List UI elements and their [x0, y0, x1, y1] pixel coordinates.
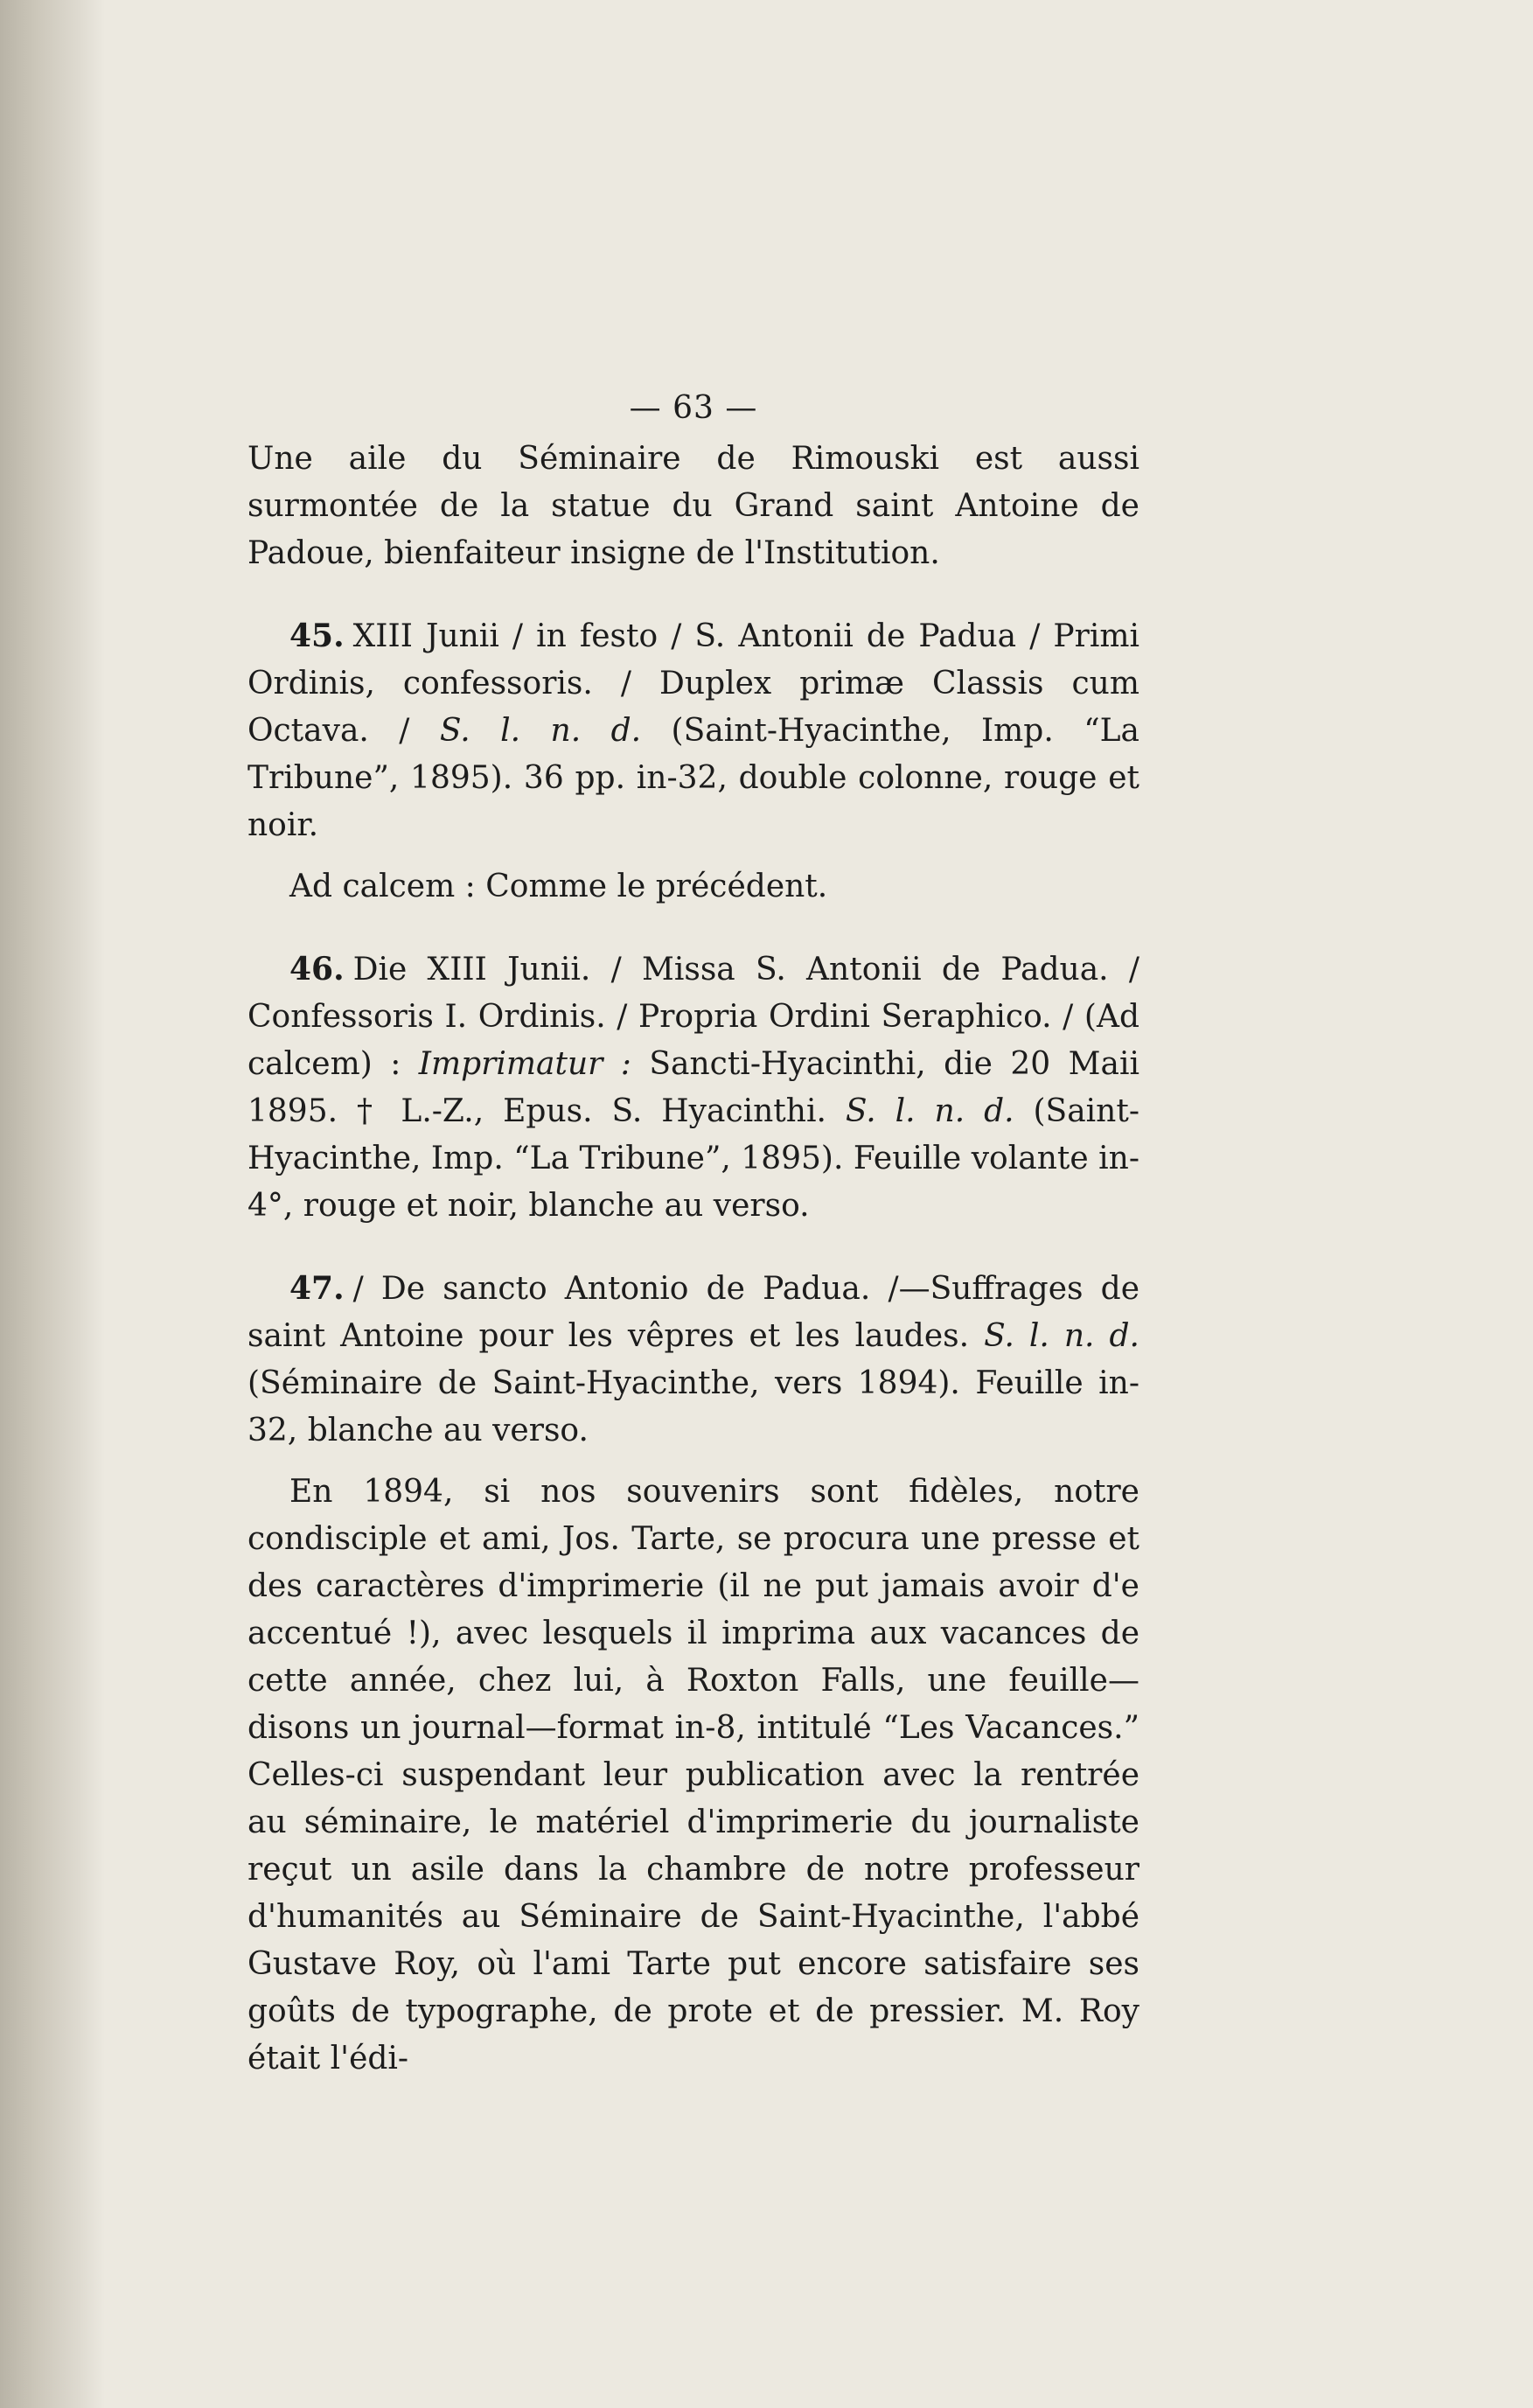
entry-45-text-a: XIII Junii / in festo / S. Antonii de Padua / Primi Ordinis, confessoris. / Duplex primæ Classis cum Octava. / [247, 618, 1139, 749]
entry-46-italic-imprimatur: Imprimatur : [418, 1046, 631, 1082]
entry-45-italic: S. l. n. d. [439, 713, 642, 749]
entry-47-text-b: (Séminaire de Saint-Hyacinthe, vers 1894). Feuille in-32, blanche au verso. [247, 1365, 1139, 1448]
entry-47-text-a: / De sancto Antonio de Padua. /—Suffrages de saint Antoine pour les vêpres et les laudes. [247, 1271, 1139, 1354]
entry-45-note: Ad calcem : Comme le précédent. [289, 869, 828, 904]
entry-46-text-b: Sancti-Hyacinthi, die 20 Maii 1895. † L.-Z., Epus. S. Hyacinthi. [247, 1046, 1139, 1129]
entry-47-number: 47. [289, 1270, 345, 1307]
intro-paragraph: Une aile du Séminaire de Rimouski est aussi surmontée de la statue du Grand saint Antoine de Padoue, bienfaiteur insigne de l'Institution. [247, 441, 1139, 571]
entry-46-text-a: Die XIII Junii. / Missa S. Antonii de Padua. / Confessoris I. Ordinis. / Propria Ordini Seraphico. / (Ad calcem) : [247, 952, 1139, 1082]
closing-paragraph: En 1894, si nos souvenirs sont fidèles, notre condisciple et ami, Jos. Tarte, se procura une presse et des caractères d'imprimerie (il ne put jamais avoir d'e accentué !), avec lesquels il imprima aux vacances de cette année, chez lui, à Roxton Falls, une feuille—disons un journal—format in-8, intitulé “Les Vacances.” Celles-ci suspendant leur publication avec la rentrée au séminaire, le matériel d'imprimerie du journaliste reçut un asile dans la chambre de notre professeur d'humanités au Séminaire de Saint-Hyacinthe, l'abbé Gustave Roy, où l'ami Tarte put encore satisfaire ses goûts de typographe, de prote et de pressier. M. Roy était l'édi- [247, 1474, 1139, 2076]
page-number: — 63 — [629, 390, 758, 426]
document-page [247, 385, 1139, 2083]
entry-46-text-c: (Saint-Hyacinthe, Imp. “La Tribune”, 1895). Feuille volante in-4°, rouge et noir, blanche au verso. [247, 1093, 1139, 1224]
entry-46-italic-snd: S. l. n. d. [845, 1093, 1014, 1129]
entry-45-text-b: (Saint-Hyacinthe, Imp. “La Tribune”, 1895). 36 pp. in-32, double colonne, rouge et noir. [247, 713, 1140, 843]
entry-46 [247, 946, 1139, 1230]
entry-45-number: 45. [289, 618, 345, 654]
book-gutter-shadow [0, 0, 105, 2408]
entry-46-number: 46. [289, 951, 345, 988]
entry-45 [247, 612, 1139, 849]
entry-47 [247, 1265, 1139, 1455]
entry-47-italic: S. l. n. d. [984, 1318, 1139, 1354]
